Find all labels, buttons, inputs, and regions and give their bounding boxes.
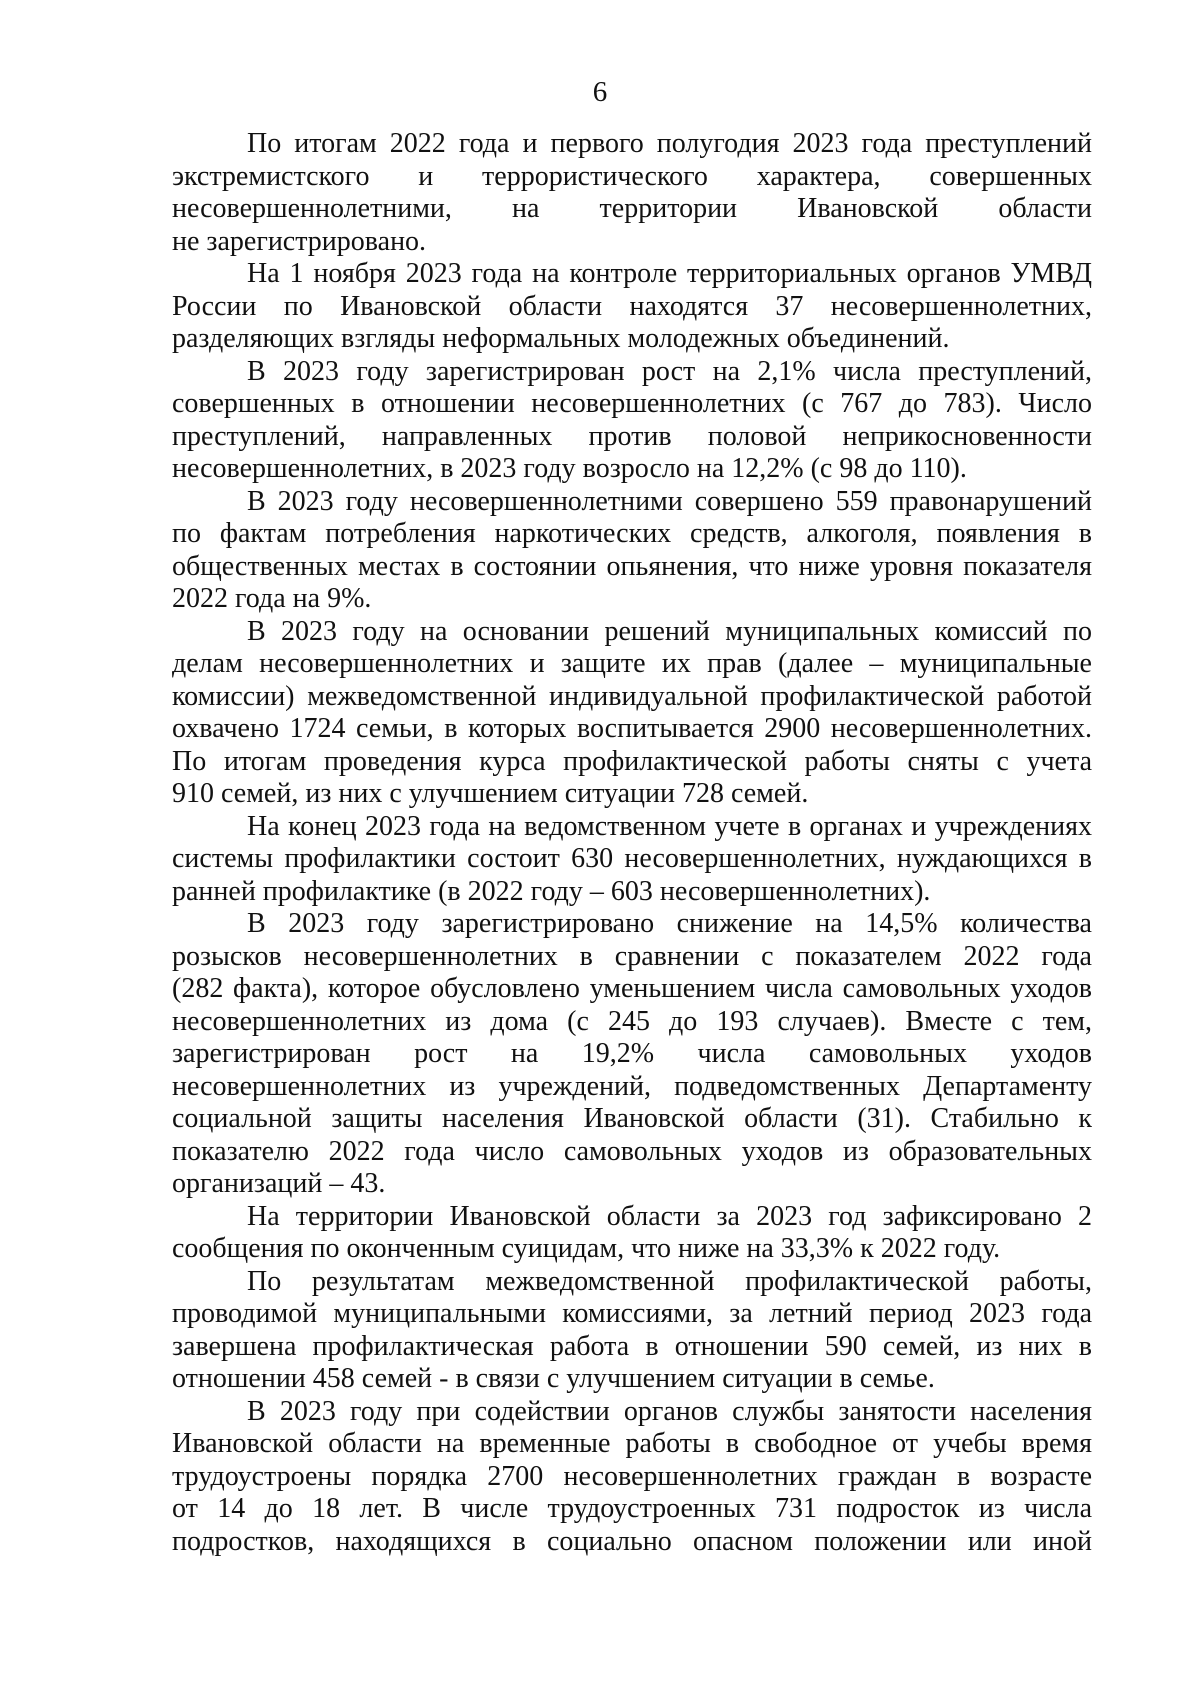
text-line: В 2023 году зарегистрировано снижение на 14,5% количества xyxy=(247,908,1092,939)
paragraph-10 xyxy=(172,1396,1092,1559)
text-line: зарегистрирован рост на 19,2% числа самовольных уходов xyxy=(172,1038,1092,1069)
paragraph-8 xyxy=(172,1201,1092,1266)
text-line: совершенных в отношении несовершеннолетних (с 767 до 783). Число xyxy=(172,388,1092,419)
text-line: показателю 2022 года число самовольных уходов из образовательных xyxy=(172,1135,1092,1167)
text-line: На 1 ноября 2023 года на контроле территориальных органов УМВД xyxy=(247,258,1092,289)
text-line: по фактам потребления наркотических средств, алкоголя, появления в xyxy=(172,518,1092,549)
paragraph-5 xyxy=(172,616,1092,811)
text-line: делам несовершеннолетних и защите их прав (далее – муниципальные xyxy=(172,648,1092,679)
text-line: Ивановской области на временные работы в свободное от учебы время xyxy=(172,1428,1092,1459)
paragraph-3 xyxy=(172,356,1092,486)
text-line: В 2023 году зарегистрирован рост на 2,1% числа преступлений, xyxy=(247,355,1092,387)
text-line: системы профилактики состоит 630 несовершеннолетних, нуждающихся в xyxy=(172,843,1092,874)
text-line: 910 семей, из них с улучшением ситуации 728 семей. xyxy=(172,778,809,809)
text-line: комиссии) межведомственной индивидуальной профилактической работой xyxy=(172,680,1092,712)
text-line: В 2023 году на основании решений муниципальных комиссий по xyxy=(247,615,1092,647)
text-line: подростков, находящихся в социально опасном положении или иной xyxy=(172,1525,1092,1557)
text-line: преступлений, направленных против половой неприкосновенности xyxy=(172,420,1092,452)
text-line: завершена профилактическая работа в отношении 590 семей, из них в xyxy=(172,1330,1092,1362)
text-line: несовершеннолетних из учреждений, подведомственных Департаменту xyxy=(172,1070,1092,1102)
text-line: сообщения по оконченным суицидам, что ниже на 33,3% к 2022 году. xyxy=(172,1233,1001,1264)
text-line: несовершеннолетних, в 2023 году возросло на 12,2% (с 98 до 110). xyxy=(172,453,967,484)
text-line: На конец 2023 года на ведомственном учете в органах и учреждениях xyxy=(247,810,1092,842)
text-line: ранней профилактике (в 2022 году – 603 несовершеннолетних). xyxy=(172,875,931,907)
text-line: проводимой муниципальными комиссиями, за летний период 2023 года xyxy=(172,1298,1092,1329)
text-line: В 2023 году несовершеннолетними совершено 559 правонарушений xyxy=(247,485,1092,517)
text-line: общественных местах в состоянии опьянения, что ниже уровня показателя xyxy=(172,550,1092,582)
text-line: отношении 458 семей - в связи с улучшением ситуации в семье. xyxy=(172,1363,935,1394)
text-line: России по Ивановской области находятся 37 несовершеннолетних, xyxy=(172,290,1092,322)
text-line: По результатам межведомственной профилактической работы, xyxy=(247,1265,1092,1297)
text-line: охвачено 1724 семьи, в которых воспитывается 2900 несовершеннолетних. xyxy=(172,713,1092,744)
paragraph-1 xyxy=(172,128,1092,258)
text-line: В 2023 году при содействии органов службы занятости населения xyxy=(247,1395,1092,1427)
text-line: разделяющих взгляды неформальных молодежных объединений. xyxy=(172,323,950,354)
paragraph-6 xyxy=(172,811,1092,909)
text-line: экстремистского и террористического характера, совершенных xyxy=(172,160,1092,192)
text-line: (282 факта), которое обусловлено уменьшением числа самовольных уходов xyxy=(172,973,1092,1004)
document-body xyxy=(172,128,1092,1558)
text-line: трудоустроены порядка 2700 несовершеннолетних граждан в возрасте xyxy=(172,1460,1092,1492)
paragraph-4 xyxy=(172,486,1092,616)
text-line: социальной защиты населения Ивановской области (31). Стабильно к xyxy=(172,1103,1092,1134)
text-line: не зарегистрировано. xyxy=(172,225,427,257)
text-line: организаций – 43. xyxy=(172,1168,386,1199)
paragraph-9 xyxy=(172,1266,1092,1396)
text-line: несовершеннолетних из дома (с 245 до 193 случаев). Вместе с тем, xyxy=(172,1005,1092,1037)
text-line: По итогам 2022 года и первого полугодия 2023 года преступлений xyxy=(247,128,1092,159)
text-line: 2022 года на 9%. xyxy=(172,583,372,614)
text-line: несовершеннолетними, на территории Ивановской области xyxy=(172,193,1092,224)
text-line: розысков несовершеннолетних в сравнении с показателем 2022 года xyxy=(172,940,1092,972)
page-number: 6 xyxy=(592,76,608,108)
text-line: от 14 до 18 лет. В числе трудоустроенных 731 подросток из числа xyxy=(172,1493,1092,1524)
text-line: По итогам проведения курса профилактической работы сняты с учета xyxy=(172,745,1092,777)
text-line: На территории Ивановской области за 2023 год зафиксировано 2 xyxy=(247,1200,1092,1232)
paragraph-7 xyxy=(172,908,1092,1201)
paragraph-2 xyxy=(172,258,1092,356)
